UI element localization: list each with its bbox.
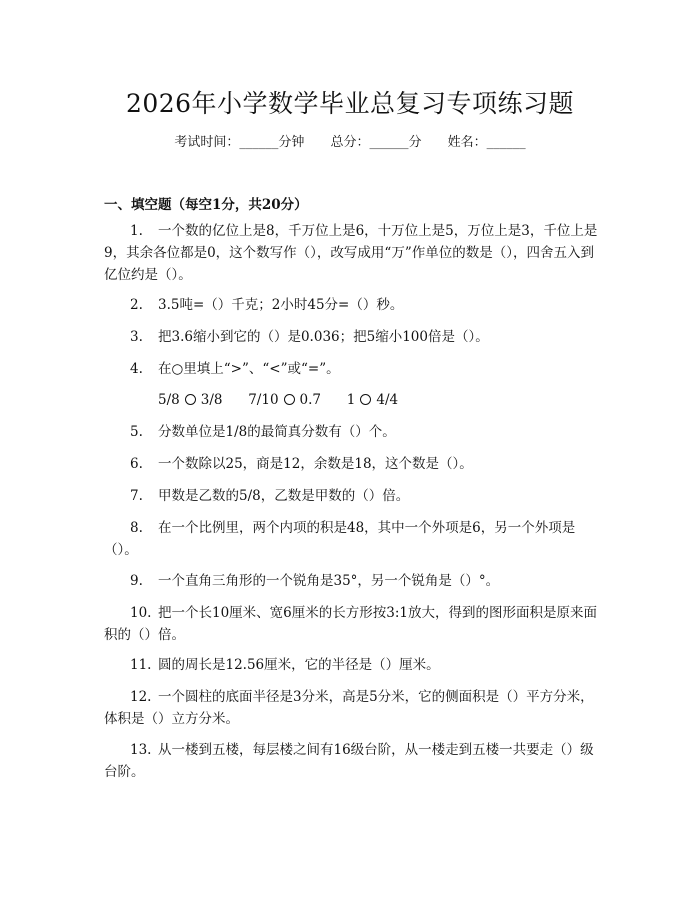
- section-heading-fill-in: 一、填空题（每空1分，共20分）: [104, 197, 308, 213]
- question-text: 一个数的亿位上是8，千万位上是6，十万位上是5，万位上是3，千位上是9，其余各位都是0，这个数写作（），改写成用“万”作单位的数是（），四舍五入到亿位约是（）。: [104, 223, 598, 283]
- question-number: 3.: [130, 329, 143, 345]
- student-name-field: 姓名：______: [447, 135, 526, 150]
- question-text: 一个直角三角形的一个锐角是35°，另一个锐角是（）°。: [158, 573, 500, 589]
- question-text: 在○里填上“>”、“<”或“=”。: [158, 361, 340, 377]
- compare-right-value: 4/4: [376, 392, 399, 408]
- question-number: 1.: [130, 223, 143, 239]
- question-text: 一个圆柱的底面半径是3分米，高是5分米，它的侧面积是（）平方分米，体积是（）立方分米。: [104, 689, 594, 727]
- question-13: [104, 739, 600, 783]
- question-number: 12.: [130, 689, 152, 705]
- question-3: [104, 326, 600, 348]
- question-number: 13.: [130, 742, 152, 758]
- exam-info-row: [0, 131, 700, 150]
- question-10: [104, 602, 600, 646]
- question-4: [104, 358, 600, 380]
- compare-left-value: 5/8: [158, 392, 180, 408]
- circle-answer-icon: [284, 394, 295, 405]
- circle-answer-icon: [360, 394, 371, 405]
- question-12: [104, 686, 600, 730]
- question-8: [104, 517, 600, 561]
- question-number: 6.: [130, 456, 143, 472]
- question-text: 在一个比例里，两个内项的积是48，其中一个外项是6，另一个外项是（）。: [104, 520, 576, 558]
- exam-time-field: 考试时间：______分钟: [174, 135, 305, 150]
- question-text: 从一楼到五楼，每层楼之间有16级台阶，从一楼走到五楼一共要走（）级台阶。: [104, 742, 594, 780]
- question-number: 10.: [130, 605, 152, 621]
- question-5: [104, 421, 600, 443]
- question-number: 2.: [130, 297, 143, 313]
- question-1: [104, 220, 600, 286]
- compare-left-value: 1: [346, 392, 356, 408]
- page-title: 2026年小学数学毕业总复习专项练习题: [125, 89, 575, 118]
- question-number: 11.: [130, 657, 152, 673]
- circle-answer-icon: [185, 394, 196, 405]
- total-score-field: 总分：______分: [330, 135, 422, 150]
- question-number: 5.: [130, 424, 143, 440]
- question-number: 8.: [130, 520, 143, 536]
- compare-right-value: 3/8: [200, 392, 223, 408]
- question-text: 分数单位是1/8的最简真分数有（）个。: [158, 424, 396, 440]
- question-text: 把3.6缩小到它的（）是0.036；把5缩小100倍是（）。: [158, 329, 489, 345]
- question-text: 甲数是乙数的5/8，乙数是甲数的（）倍。: [158, 488, 410, 504]
- question-7: [104, 485, 600, 507]
- compare-items-row: [158, 389, 398, 411]
- question-number: 4.: [130, 361, 143, 377]
- question-text: 3.5吨=（）千克；2小时45分=（）秒。: [158, 297, 404, 313]
- compare-left-value: 7/10: [248, 392, 279, 408]
- question-text: 一个数除以25，商是12，余数是18，这个数是（）。: [158, 456, 473, 472]
- question-number: 7.: [130, 488, 143, 504]
- question-number: 9.: [130, 573, 143, 589]
- question-9: [104, 570, 600, 592]
- question-text: 圆的周长是12.56厘米，它的半径是（）厘米。: [158, 657, 440, 673]
- compare-right-value: 0.7: [299, 392, 322, 408]
- question-2: [104, 294, 600, 316]
- question-6: [104, 453, 600, 475]
- question-text: 把一个长10厘米、宽6厘米的长方形按3:1放大，得到的图形面积是原来面积的（）倍。: [104, 605, 597, 643]
- question-11: [104, 654, 600, 676]
